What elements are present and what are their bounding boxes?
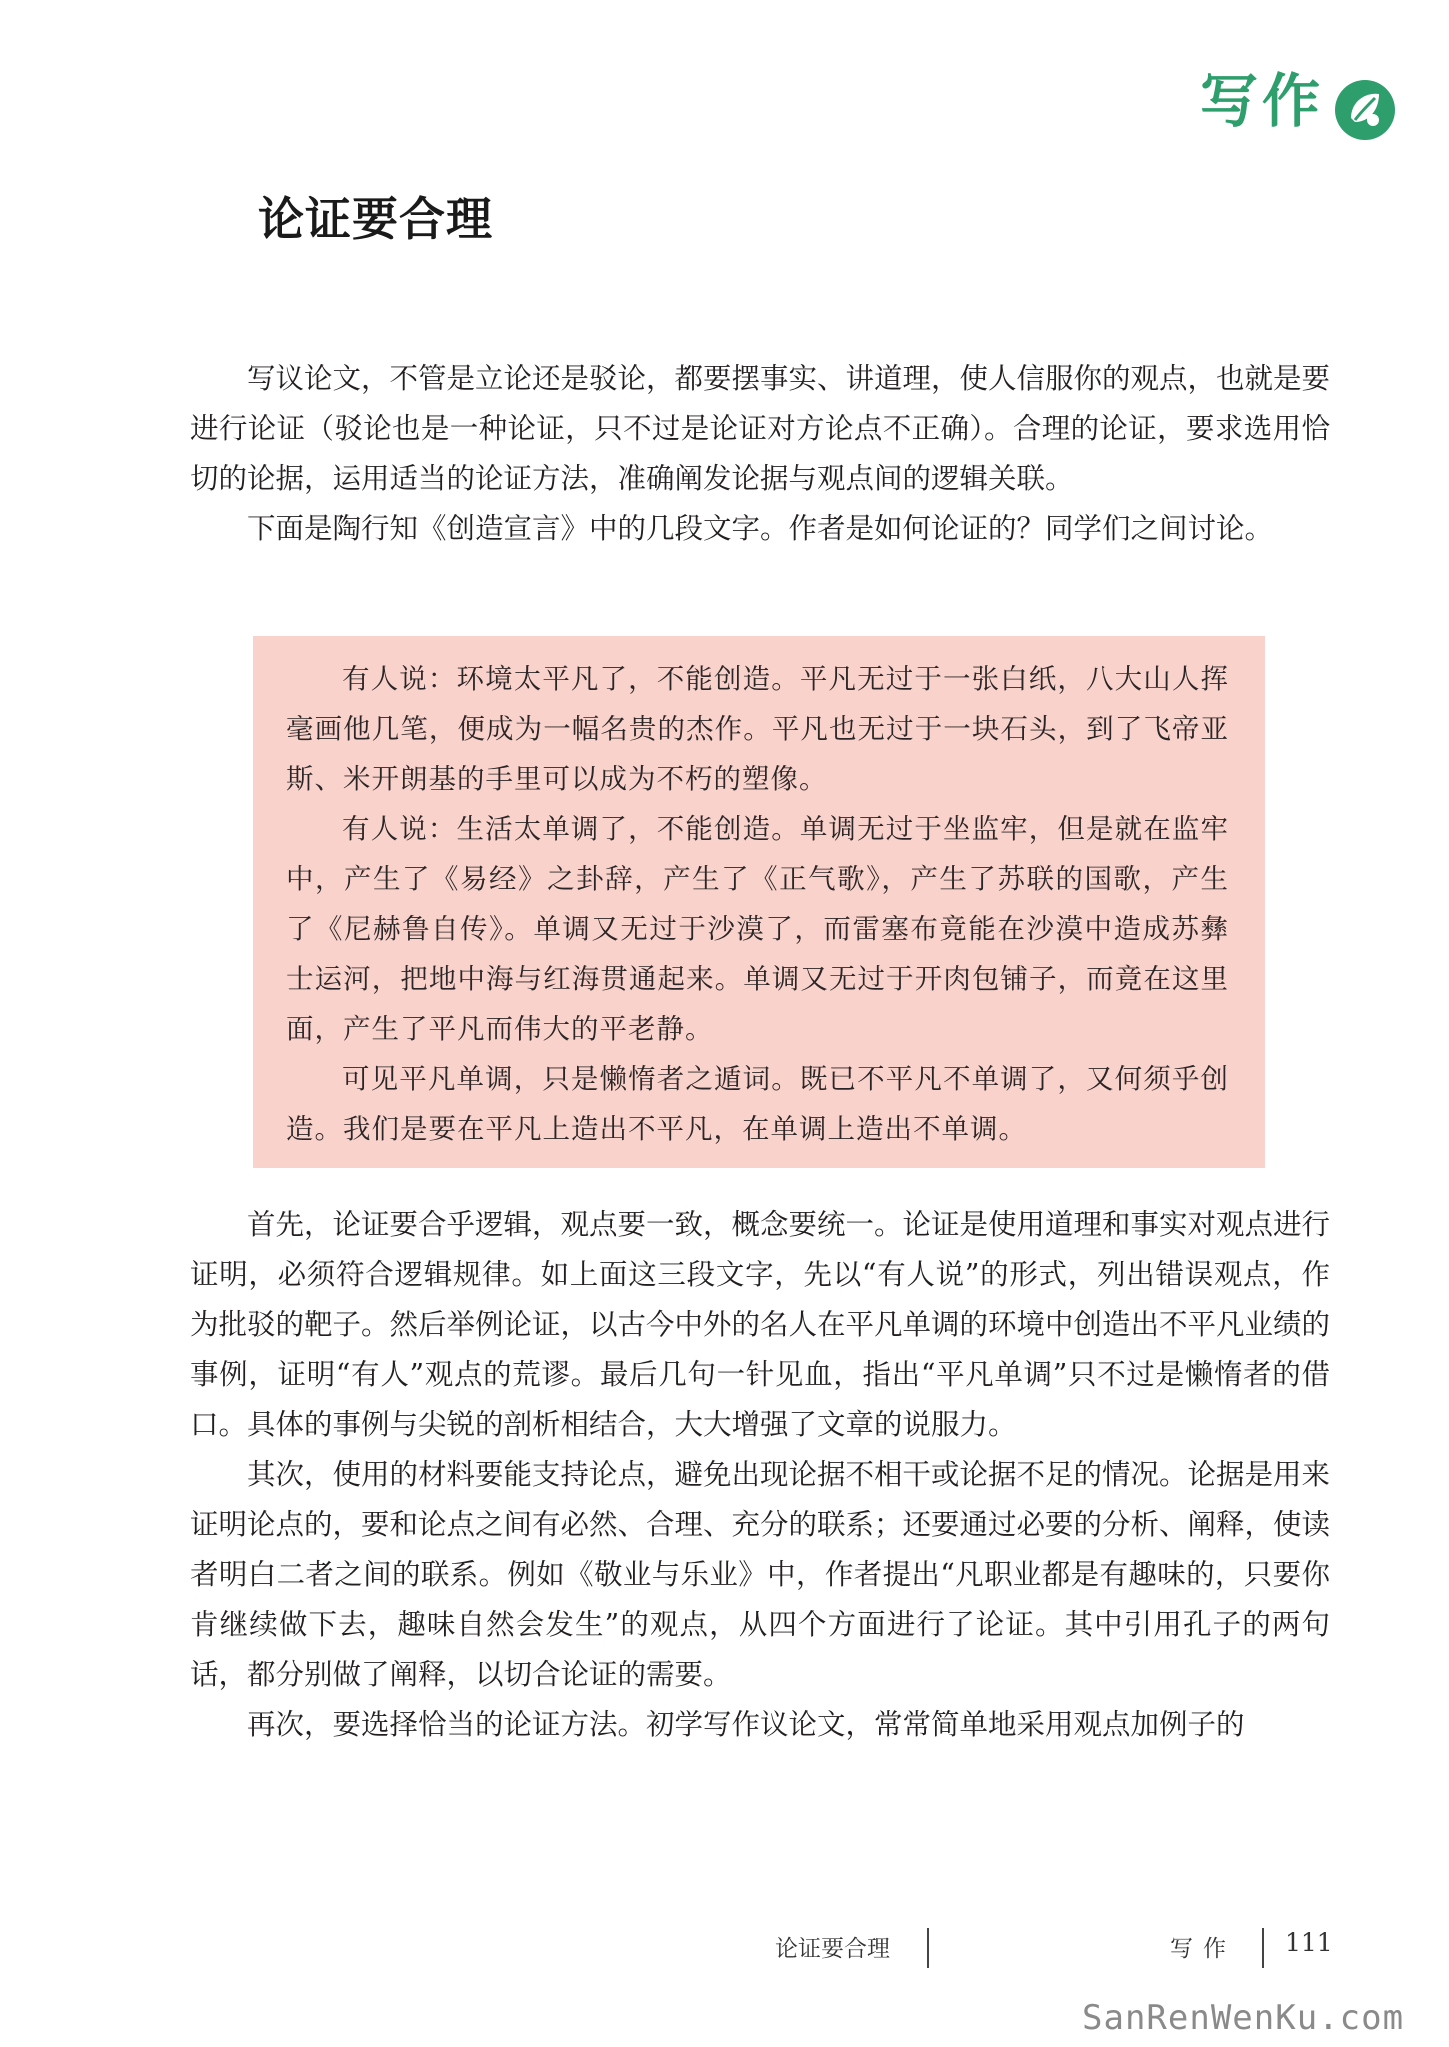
quote-excerpt	[253, 636, 1265, 1168]
page-title: 论证要合理	[258, 192, 493, 246]
quote-paragraph: 有人说：生活太单调了，不能创造。单调无过于坐监牢，但是就在监牢中，产生了《易经》之卦辞，产生了《正气歌》，产生了苏联的国歌，产生了《尼赫鲁自传》。单调又无过于沙漠了，而雷塞布竟能在沙漠中造成苏彝士运河，把地中海与红海贯通起来。单调又无过于开肉包铺子，而竟在这里面，产生了平凡而伟大的平老静。	[286, 813, 1229, 1045]
footer-divider	[927, 1928, 929, 1968]
analysis-paragraph: 再次，要选择恰当的论证方法。初学写作议论文，常常简单地采用观点加例子的	[247, 1708, 1245, 1741]
intro-paragraph: 下面是陶行知《创造宣言》中的几段文字。作者是如何论证的？同学们之间讨论。	[247, 512, 1274, 545]
intro-section	[190, 354, 1330, 554]
quote-paragraph: 有人说：环境太平凡了，不能创造。平凡无过于一张白纸，八大山人挥毫画他几笔，便成为一幅名贵的杰作。平凡也无过于一块石头，到了飞帝亚斯、米开朗基的手里可以成为不朽的塑像。	[286, 663, 1229, 795]
intro-paragraph: 写议论文，不管是立论还是驳论，都要摆事实、讲道理，使人信服你的观点，也就是要进行论证（驳论也是一种论证，只不过是论证对方论点不正确）。合理的论证，要求选用恰切的论据，运用适当的论证方法，准确阐发论据与观点间的逻辑关联。	[190, 362, 1331, 495]
analysis-paragraph: 其次，使用的材料要能支持论点，避免出现论据不相干或论据不足的情况。论据是用来证明论点的，要和论点之间有必然、合理、充分的联系；还要通过必要的分析、阐释，使读者明白二者之间的联系。例如《敬业与乐业》中，作者提出“凡职业都是有趣味的，只要你肯继续做下去，趣味自然会发生”的观点，从四个方面进行了论证。其中引用孔子的两句话，都分别做了阐释，以切合论证的需要。	[190, 1458, 1331, 1691]
chapter-title: 写作	[1200, 67, 1325, 135]
watermark: SanRenWenKu.com	[1082, 1998, 1405, 2038]
footer-section-label: 论证要合理	[775, 1936, 890, 1962]
analysis-section	[190, 1200, 1330, 1750]
analysis-paragraph: 首先，论证要合乎逻辑，观点要一致，概念要统一。论证是使用道理和事实对观点进行证明，必须符合逻辑规律。如上面这三段文字，先以“有人说”的形式，列出错误观点，作为批驳的靶子。然后举例论证，以古今中外的名人在平凡单调的环境中创造出不平凡业绩的事例，证明“有人”观点的荒谬。最后几句一针见血，指出“平凡单调”只不过是懒惰者的借口。具体的事例与尖锐的剖析相结合，大大增强了文章的说服力。	[190, 1208, 1331, 1441]
quote-paragraph: 可见平凡单调，只是懒惰者之遁词。既已不平凡不单调了，又何须乎创造。我们是要在平凡上造出不平凡，在单调上造出不单调。	[286, 1063, 1229, 1145]
footer-divider	[1262, 1928, 1264, 1968]
page-number: 111	[1285, 1928, 1333, 1957]
leaf-circle-icon	[1333, 78, 1397, 142]
footer-chapter-label: 写作	[1170, 1936, 1236, 1962]
